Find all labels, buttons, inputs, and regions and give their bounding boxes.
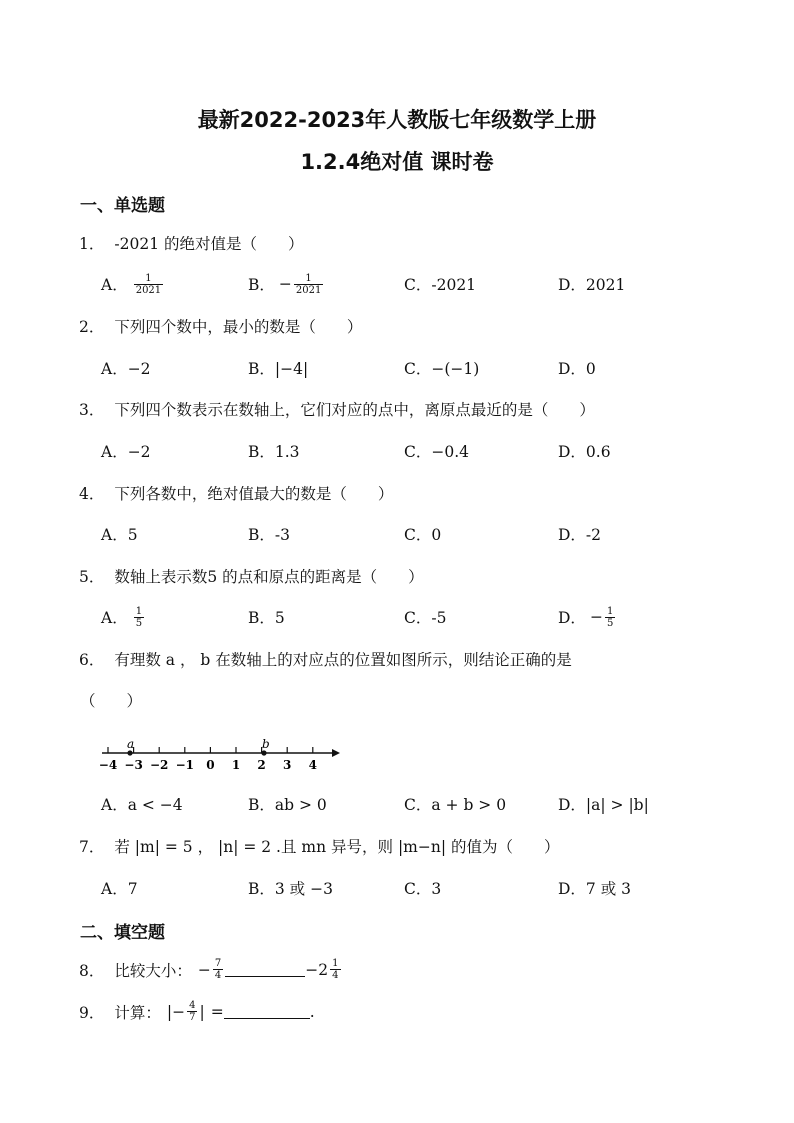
question-1 [79, 232, 304, 254]
fraction: $\frac{7}{4}$ [214, 958, 222, 981]
axis-tick-label: −1 [175, 758, 195, 772]
question-number: 5． [79, 568, 105, 586]
option-b: B．ab > 0 [248, 796, 327, 814]
question-number: 4． [79, 485, 105, 503]
answer-blank[interactable] [224, 1004, 310, 1019]
option-d: D．2021 [558, 276, 626, 294]
option-c: C．−0.4 [404, 443, 469, 461]
question-number: 8． [79, 961, 105, 980]
question-number: 9． [79, 1003, 105, 1022]
axis-tick-label: 4 [308, 758, 317, 772]
question-number: 1． [79, 235, 105, 253]
option-d: D．7 或 3 [558, 880, 632, 898]
option-a: A．a < −4 [101, 796, 183, 814]
option-c: C．0 [404, 526, 442, 544]
question-5-options [101, 605, 741, 629]
question-6-options [101, 792, 741, 816]
question-text: 下列各数中，绝对值最大的数是（ ） [114, 485, 394, 503]
point-b [261, 750, 266, 755]
question-7 [79, 835, 560, 857]
question-2-options [101, 356, 741, 380]
question-6-paren: （ ） [80, 692, 143, 710]
option-b: B．3 或 −3 [248, 880, 333, 898]
option-d: D．0 [558, 360, 596, 378]
option-c: C．3 [404, 880, 442, 898]
question-7-options [101, 876, 741, 900]
option-d: D．-2 [558, 526, 602, 544]
option-b: B．-3 [248, 526, 290, 544]
option-c: C．a + b > 0 [404, 796, 507, 814]
option-a: A．7 [101, 880, 138, 898]
axis-tick-label: −3 [124, 758, 143, 772]
fraction: $\frac{1}{5}$ [135, 605, 143, 629]
question-9: 9． 计算： |− $\frac{4}{7}$ | = . [79, 1000, 315, 1023]
point-a [127, 750, 132, 755]
axis-tick-label: 3 [283, 758, 292, 772]
option-d: D．0.6 [558, 443, 611, 461]
question-text: 比较大小： [114, 961, 192, 980]
question-2 [79, 315, 362, 337]
option-d: D． − $\frac{1}{5}$ [558, 605, 614, 629]
question-8: 8． 比较大小： − $\frac{7}{4}$ −2 $\frac{1}{4}$ [79, 958, 339, 981]
section-heading-single-choice: 一、单选题 [80, 196, 165, 216]
option-b: B．5 [248, 609, 285, 627]
axis-tick-label: −4 [98, 758, 118, 772]
question-3-options [101, 439, 741, 463]
option-d: D．|a| > |b| [558, 796, 649, 814]
option-a: A． $\frac{1}{2021}$ [101, 272, 162, 296]
question-text: 数轴上表示数5 的点和原点的距离是（ ） [114, 568, 424, 586]
option-b: B．|−4| [248, 360, 309, 378]
answer-blank[interactable] [225, 962, 305, 977]
point-a-label: a [127, 737, 135, 751]
question-text: -2021 的绝对值是（ ） [114, 235, 304, 253]
worksheet-subtitle: 1.2.4绝对值 课时卷 [300, 150, 494, 174]
axis-tick-label: 0 [206, 758, 215, 772]
worksheet-title: 最新2022-2023年人教版七年级数学上册 [197, 108, 597, 132]
option-b: B． − $\frac{1}{2021}$ [248, 272, 322, 296]
option-a: A．−2 [101, 360, 151, 378]
question-6 [79, 648, 572, 670]
option-a: A．−2 [101, 443, 151, 461]
fraction: $\frac{1}{5}$ [606, 605, 614, 629]
option-a: A．5 [101, 526, 138, 544]
question-number: 7． [79, 838, 105, 856]
question-4 [79, 482, 393, 504]
fraction: $\frac{1}{4}$ [332, 958, 339, 981]
option-c: C．-5 [404, 609, 447, 627]
question-1-options [101, 272, 741, 296]
question-text: 下列四个数表示在数轴上，它们对应的点中，离原点最近的是（ ） [114, 401, 595, 419]
question-number: 3． [79, 401, 105, 419]
question-4-options [101, 522, 741, 546]
fraction: $\frac{4}{7}$ [189, 1000, 196, 1023]
option-c: C．-2021 [404, 276, 477, 294]
question-text: 计算： [114, 1003, 161, 1022]
question-5 [79, 565, 424, 587]
point-b-label: b [262, 737, 270, 751]
question-3 [79, 398, 595, 420]
axis-tick-label: −2 [149, 758, 169, 772]
axis-arrow [332, 749, 340, 757]
section-heading-fill-blank: 二、填空题 [80, 923, 165, 943]
option-b: B．1.3 [248, 443, 300, 461]
option-a: A． $\frac{1}{5}$ [101, 605, 143, 629]
axis-tick-label: 2 [257, 758, 266, 772]
question-text: 若 |m| = 5 ， |n| = 2 .且 mn 异号，则 |m−n| 的值为（ ） [114, 838, 560, 856]
fraction: $\frac{1}{2021}$ [135, 272, 162, 296]
question-text: 有理数 a ， b 在数轴上的对应点的位置如图所示，则结论正确的是 [114, 651, 572, 669]
question-number: 6． [79, 651, 105, 669]
question-number: 2． [79, 318, 105, 336]
axis-tick-label: 1 [231, 758, 241, 772]
question-text: 下列四个数中，最小的数是（ ） [114, 318, 363, 336]
number-line-figure [96, 733, 346, 778]
fraction: $\frac{1}{2021}$ [295, 272, 322, 296]
option-c: C．−(−1) [404, 360, 480, 378]
